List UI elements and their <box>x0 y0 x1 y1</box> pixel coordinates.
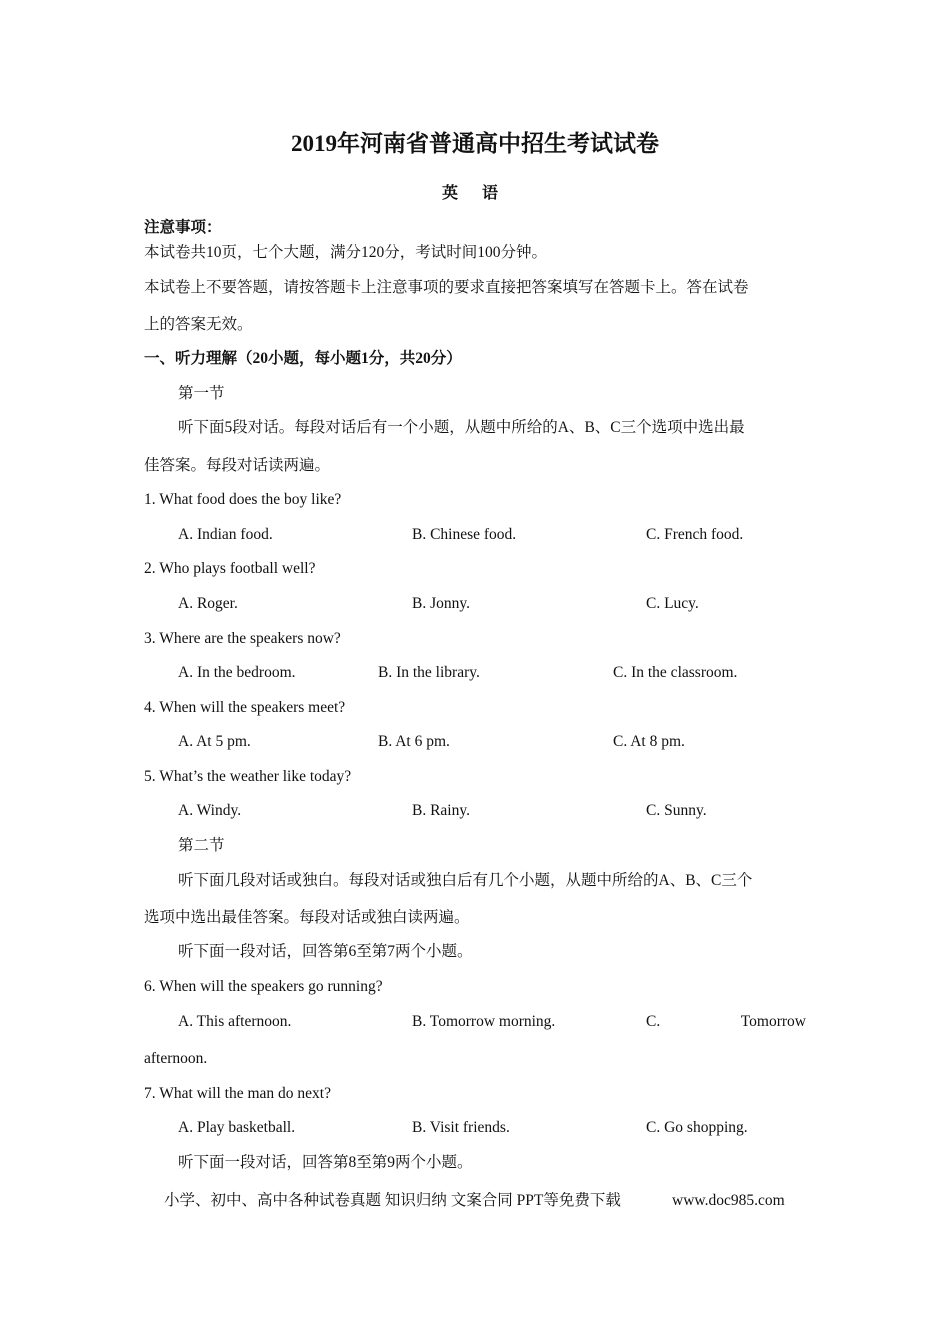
question-1: 1. What food does the boy like? <box>144 491 342 508</box>
notice-heading: 注意事项： <box>144 219 222 236</box>
q3-option-b: B. In the library. <box>378 664 480 681</box>
q1-option-b: B. Chinese food. <box>412 526 517 543</box>
part2-subinstruction-1: 听下面一段对话，回答第6至第7两个小题。 <box>178 943 473 960</box>
q2-option-b: B. Jonny. <box>412 595 470 612</box>
q7-option-c: C. Go shopping. <box>646 1119 748 1136</box>
footer-text: 小学、初中、高中各种试卷真题 知识归纳 文案合同 PPT等免费下载 <box>164 1192 621 1209</box>
part2-subinstruction-2: 听下面一段对话，回答第8至第9两个小题。 <box>178 1154 473 1171</box>
q6-option-c-continued: afternoon. <box>144 1050 208 1067</box>
q5-option-a: A. Windy. <box>178 802 242 819</box>
q2-option-c: C. Lucy. <box>646 595 699 612</box>
q7-option-a: A. Play basketball. <box>178 1119 296 1136</box>
q1-option-c: C. French food. <box>646 526 744 543</box>
q4-option-b: B. At 6 pm. <box>378 733 450 750</box>
q6-option-c-label: C. <box>646 1013 661 1030</box>
notice-line-3: 上的答案无效。 <box>144 316 253 333</box>
q4-option-c: C. At 8 pm. <box>613 733 685 750</box>
subject-heading: 英 语 <box>441 185 508 202</box>
question-4: 4. When will the speakers meet? <box>144 699 346 716</box>
q3-option-c: C. In the classroom. <box>613 664 738 681</box>
q1-option-a: A. Indian food. <box>178 526 273 543</box>
footer-url[interactable]: www.doc985.com <box>672 1192 785 1209</box>
question-6: 6. When will the speakers go running? <box>144 978 383 995</box>
part2-instruction-2: 选项中选出最佳答案。每段对话或独白读两遍。 <box>144 909 470 926</box>
part-label-2: 第二节 <box>178 837 225 854</box>
section-heading-listening: 一、听力理解（20小题，每小题1分，共20分） <box>144 350 462 367</box>
question-7: 7. What will the man do next? <box>144 1085 331 1102</box>
notice-line-2: 本试卷上不要答题，请按答题卡上注意事项的要求直接把答案填写在答题卡上。答在试卷 <box>144 279 749 296</box>
q5-option-c: C. Sunny. <box>646 802 707 819</box>
exam-title: 2019年河南省普通高中招生考试试卷 <box>291 131 659 156</box>
question-5: 5. What’s the weather like today? <box>144 768 352 785</box>
q6-option-b: B. Tomorrow morning. <box>412 1013 556 1030</box>
q6-option-a: A. This afternoon. <box>178 1013 292 1030</box>
question-3: 3. Where are the speakers now? <box>144 630 341 647</box>
part2-instruction-1: 听下面几段对话或独白。每段对话或独白后有几个小题，从题中所给的A、B、C三个 <box>178 872 753 889</box>
q4-option-a: A. At 5 pm. <box>178 733 251 750</box>
part1-instruction-1: 听下面5段对话。每段对话后有一个小题，从题中所给的A、B、C三个选项中选出最 <box>178 419 745 436</box>
q3-option-a: A. In the bedroom. <box>178 664 296 681</box>
q7-option-b: B. Visit friends. <box>412 1119 510 1136</box>
q2-option-a: A. Roger. <box>178 595 238 612</box>
question-2: 2. Who plays football well? <box>144 560 316 577</box>
q5-option-b: B. Rainy. <box>412 802 470 819</box>
q6-option-c-word: Tomorrow <box>740 1013 806 1030</box>
part1-instruction-2: 佳答案。每段对话读两遍。 <box>144 457 331 474</box>
part-label-1: 第一节 <box>178 385 225 402</box>
notice-line-1: 本试卷共10页，七个大题，满分120分，考试时间100分钟。 <box>144 244 548 261</box>
